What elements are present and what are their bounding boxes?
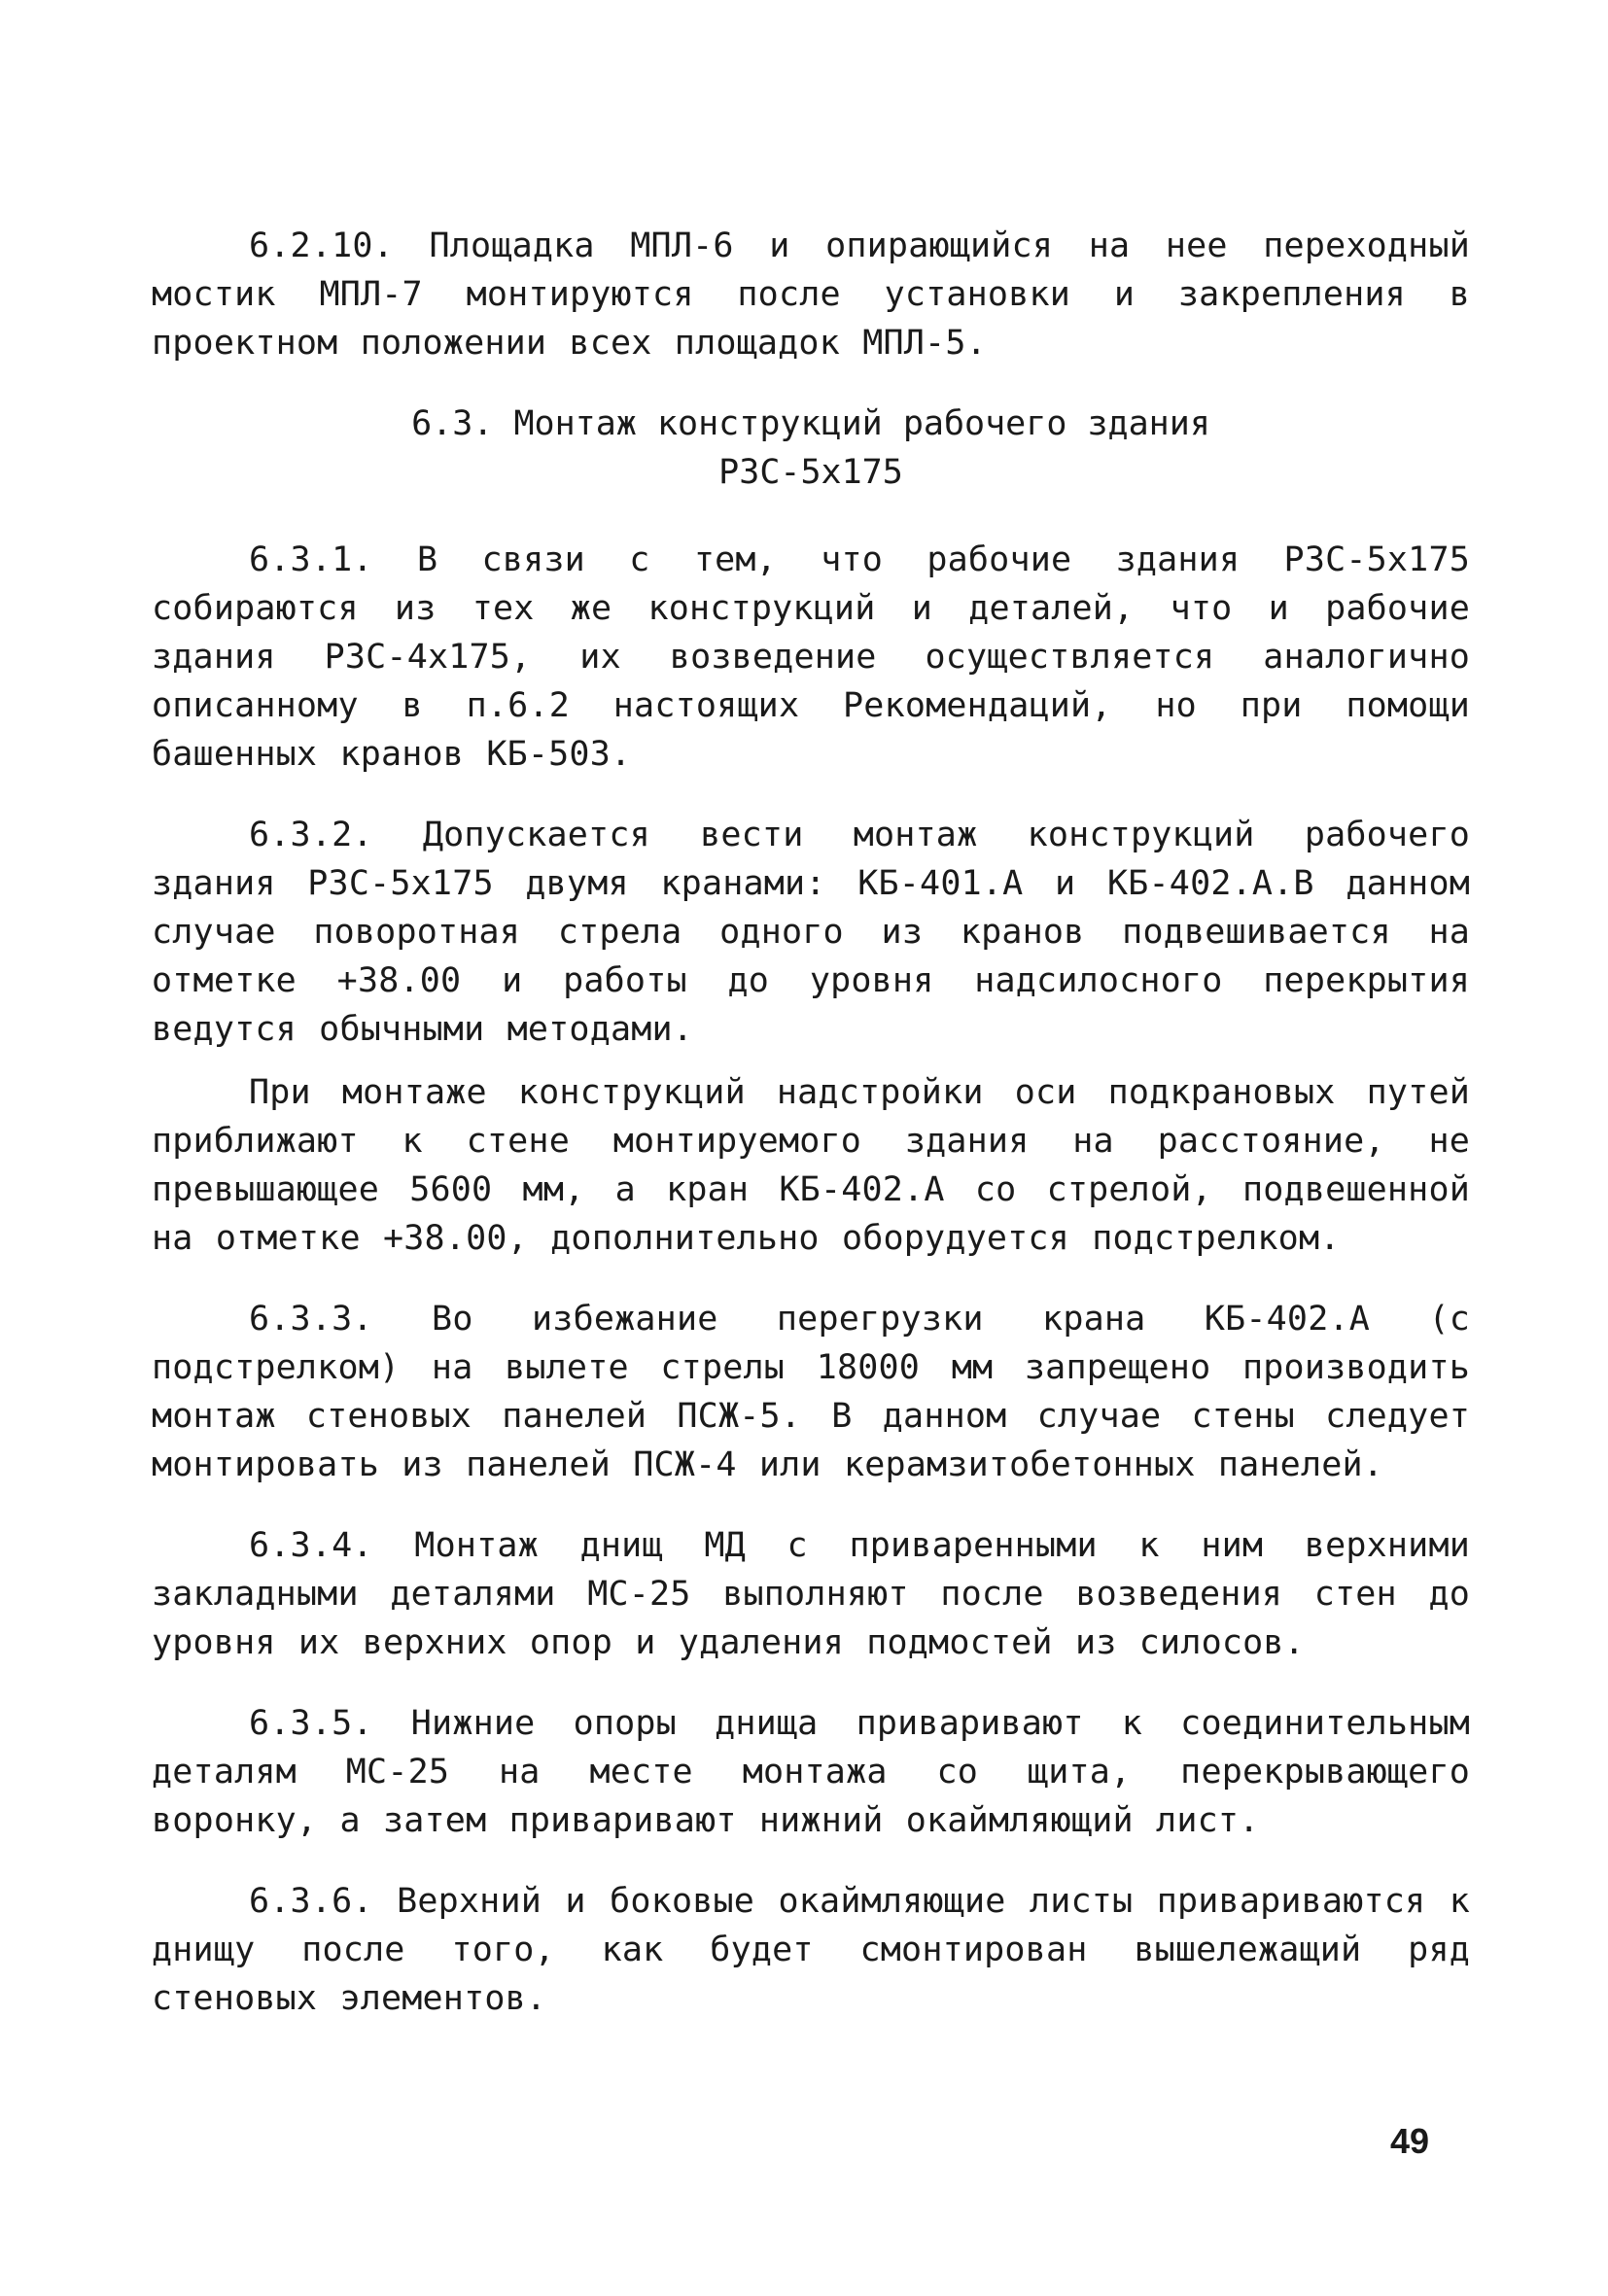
paragraph-6-2-10: 6.2.10. Площадка МПЛ-6 и опирающийся на нее переходный мостик МПЛ-7 монтируются после установки и закрепления в проектном положении всех площадок МПЛ-5. [152, 226, 1470, 363]
paragraph-6-3-2-continued: При монтаже конструкций надстройки оси подкрановых путей приближают к стене монтируемого здания на расстояние, не превышающее 5600 мм, а кран КБ-402.А со стрелой, подвешенной на отметке +38.00, дополнительно оборудуется подстрелком. [152, 1073, 1470, 1258]
section-heading-title: 6.3. Монтаж конструкций рабочего здания [411, 404, 1210, 443]
page-number: 49 [1390, 2121, 1430, 2161]
paragraph-6-3-3: 6.3.3. Во избежание перегрузки крана КБ-402.А (с подстрелком) на вылете стрелы 18000 мм запрещено производить монтаж стеновых панелей ПСЖ-5. В данном случае стены следует монтировать из панелей ПСЖ-4 или керамзитобетонных панелей. [152, 1300, 1470, 1484]
paragraph-6-3-5: 6.3.5. Нижние опоры днища приваривают к соединительным деталям МС-25 на месте монтажа со щита, перекрывающего воронку, а затем приваривают нижний окаймляющий лист. [152, 1704, 1470, 1840]
section-heading-6-3 [152, 400, 1470, 497]
document-body [152, 222, 1470, 2055]
paragraph-6-3-6: 6.3.6. Верхний и боковые окаймляющие листы привариваются к днищу после того, как будет смонтирован вышележащий ряд стеновых элементов. [152, 1882, 1470, 2018]
section-heading-subtitle: РЗС-5х175 [718, 453, 903, 492]
paragraph-6-3-1: 6.3.1. В связи с тем, что рабочие здания РЗС-5х175 собираются из тех же конструкций и деталей, что и рабочие здания РЗС-4х175, их возведение осуществляется аналогично описанному в п.6.2 настоящих Рекомендаций, но при помощи башенных кранов КБ-503. [152, 540, 1470, 774]
paragraph-6-3-2: 6.3.2. Допускается вести монтаж конструкций рабочего здания РЗС-5х175 двумя кранами: КБ-401.А и КБ-402.А.В данном случае поворотная стрела одного из кранов подвешивается на отметке +38.00 и работы до уровня надсилосного перекрытия ведутся обычными методами. [152, 816, 1470, 1049]
paragraph-6-3-4: 6.3.4. Монтаж днищ МД с приваренными к ним верхними закладными деталями МС-25 выполняют после возведения стен до уровня их верхних опор и удаления подмостей из силосов. [152, 1526, 1470, 1662]
